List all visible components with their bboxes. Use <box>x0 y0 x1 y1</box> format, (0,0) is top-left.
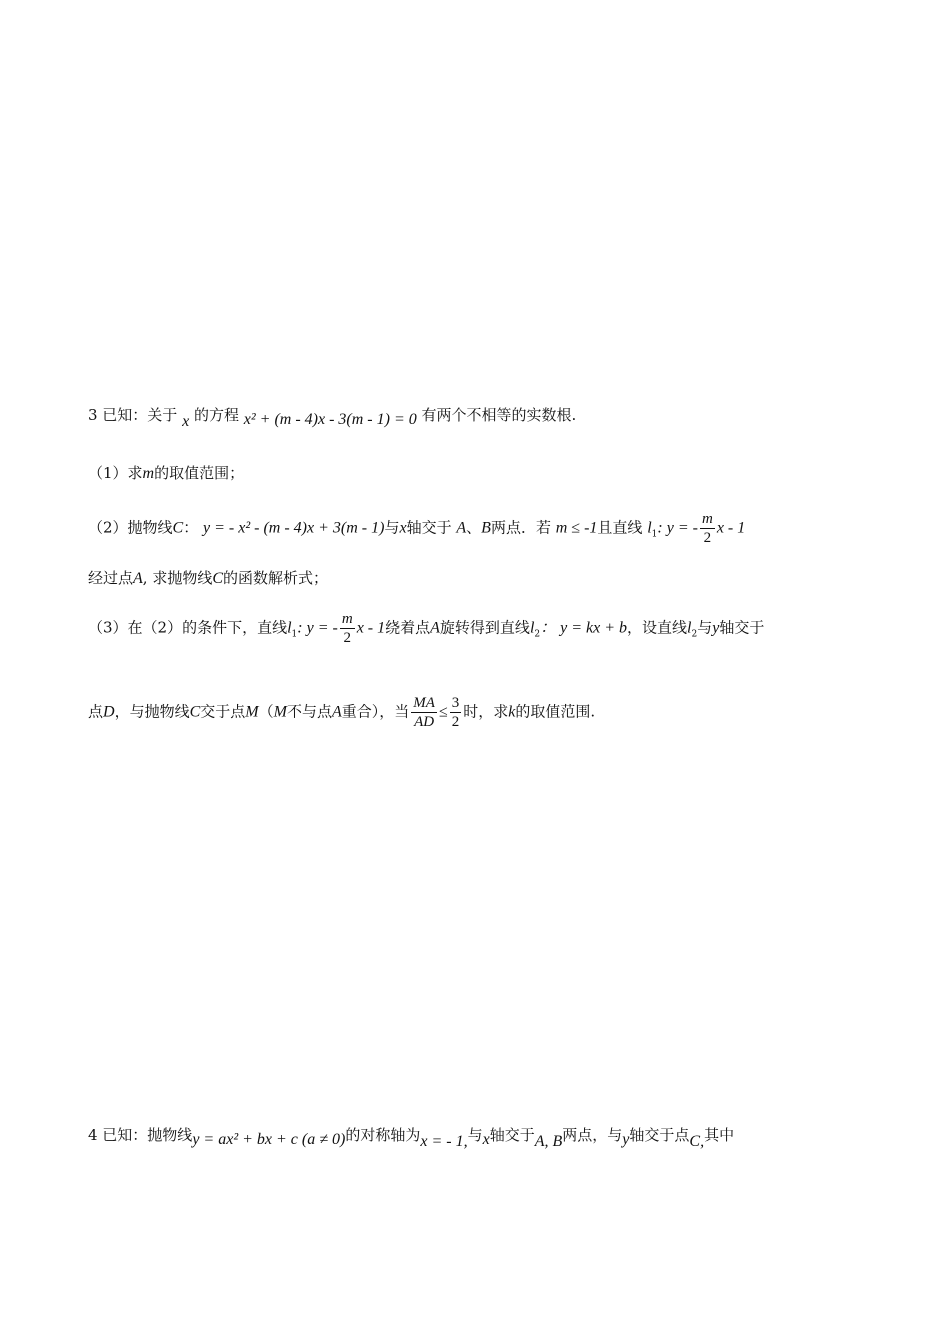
subscript: 1 <box>651 529 658 540</box>
var-x: x <box>182 413 190 430</box>
frac-num: 3 <box>451 695 460 711</box>
problem3-equation: x² + (m - 4)x - 3(m - 1) = 0 <box>243 411 417 428</box>
text: 的函数解析式； <box>223 569 329 587</box>
var-m: m <box>142 465 155 482</box>
frac-num: m <box>701 511 713 527</box>
text: 轴交于 <box>489 1126 535 1144</box>
frac-num: MA <box>413 695 435 711</box>
text: 点 <box>88 702 104 721</box>
axis-y: y <box>712 619 720 637</box>
text: 重合），当 <box>341 702 410 721</box>
part1-prefix: （1）求 <box>88 464 143 482</box>
frac-den: 2 <box>703 530 712 546</box>
axis-of-symmetry: x = - 1, <box>420 1133 468 1150</box>
var-k: k <box>508 703 516 721</box>
text: 轴交于 <box>719 618 765 637</box>
problem3-part2-cont <box>88 567 328 590</box>
fraction-m-over-2 <box>700 510 715 547</box>
problem3-intro-prefix: 3 已知：关于 <box>88 406 183 424</box>
problem4-equation: y = ax² + bx + c (a ≠ 0) <box>192 1131 346 1148</box>
fraction-3-over-2 <box>450 694 462 731</box>
frac-num: m <box>341 611 353 627</box>
curve-c: C <box>172 519 184 537</box>
text: 的对称轴为 <box>345 1126 421 1144</box>
problem3-part3-cont <box>88 694 595 731</box>
line-l2: l <box>687 619 692 637</box>
text: 与 <box>697 618 713 637</box>
subscript: 2 <box>691 629 698 640</box>
point-a: A <box>456 519 467 537</box>
problem3-intro-suffix: 有两个不相等的实数根. <box>416 406 577 424</box>
line-rhs: x - 1 <box>716 519 746 537</box>
text: 其中 <box>704 1126 735 1144</box>
axis-x: x <box>482 1131 490 1148</box>
text: ，与抛物线 <box>114 702 190 721</box>
text: 旋转得到直线 <box>439 618 530 637</box>
text: 不与点 <box>286 702 332 721</box>
text: 绕着点 <box>385 618 431 637</box>
problem3-intro <box>88 404 577 430</box>
points-a-b: A, B <box>534 1133 563 1150</box>
subscript: 1 <box>291 629 298 640</box>
curve-c: C <box>189 703 201 721</box>
text: 经过点 <box>88 569 134 587</box>
colon: ： <box>183 518 199 537</box>
text: 轴交于 <box>406 518 452 537</box>
text: 、 <box>466 518 482 537</box>
point-m: M <box>273 703 287 721</box>
problem4-prefix: 4 已知：抛物线 <box>88 1126 193 1144</box>
part3-prefix: （3）在（2）的条件下，直线 <box>88 618 288 637</box>
point-c: C, <box>689 1133 705 1150</box>
text: 时，求 <box>463 702 509 721</box>
axis-x: x <box>399 519 407 537</box>
subscript: 2 <box>534 629 541 640</box>
text: 与 <box>384 518 400 537</box>
text: 交于点 <box>200 702 246 721</box>
problem3-part1 <box>88 462 244 485</box>
leq-symbol: ≤ <box>438 703 448 721</box>
text: 两点．若 <box>490 518 551 537</box>
line-lhs: : y = - <box>297 619 338 637</box>
problem3-intro-mid: 的方程 <box>189 406 244 424</box>
text: , 求抛物线 <box>142 569 213 587</box>
point-a: A <box>331 703 342 721</box>
problem4-intro <box>88 1124 735 1150</box>
part2-prefix: （2）抛物线 <box>88 518 173 537</box>
point-a: A <box>430 619 440 637</box>
axis-y: y <box>622 1131 630 1148</box>
text: （ <box>258 702 274 721</box>
curve-c: C <box>212 570 224 587</box>
frac-den: AD <box>414 714 435 730</box>
point-d: D <box>103 703 115 721</box>
text: 与 <box>467 1126 483 1144</box>
problem3-part3 <box>88 610 764 647</box>
parabola-equation: y = - x² - (m - 4)x + 3(m - 1) <box>203 519 385 537</box>
line2-equation: ： y = kx + b <box>540 619 628 637</box>
text: ，设直线 <box>627 618 688 637</box>
text: 两点，与 <box>562 1126 623 1144</box>
line-lhs: : y = - <box>657 519 698 537</box>
text: 轴交于点 <box>629 1126 690 1144</box>
line-l1: l <box>287 619 292 637</box>
fraction-m-over-2 <box>340 610 355 647</box>
text: 的取值范围. <box>515 702 596 721</box>
line-l2: l <box>529 619 535 637</box>
problem3-part2 <box>88 510 745 547</box>
fraction-ma-over-ad <box>411 694 437 731</box>
line-l1: l <box>647 519 652 537</box>
part1-suffix: 的取值范围； <box>154 464 245 482</box>
text: 且直线 <box>597 518 643 537</box>
point-b: B <box>481 519 491 537</box>
line-rhs: x - 1 <box>356 619 386 637</box>
condition-m: m ≤ -1 <box>555 519 598 537</box>
frac-den: 2 <box>343 630 352 646</box>
point-m: M <box>245 703 259 721</box>
point-a: A <box>133 570 143 587</box>
frac-den: 2 <box>451 714 460 730</box>
